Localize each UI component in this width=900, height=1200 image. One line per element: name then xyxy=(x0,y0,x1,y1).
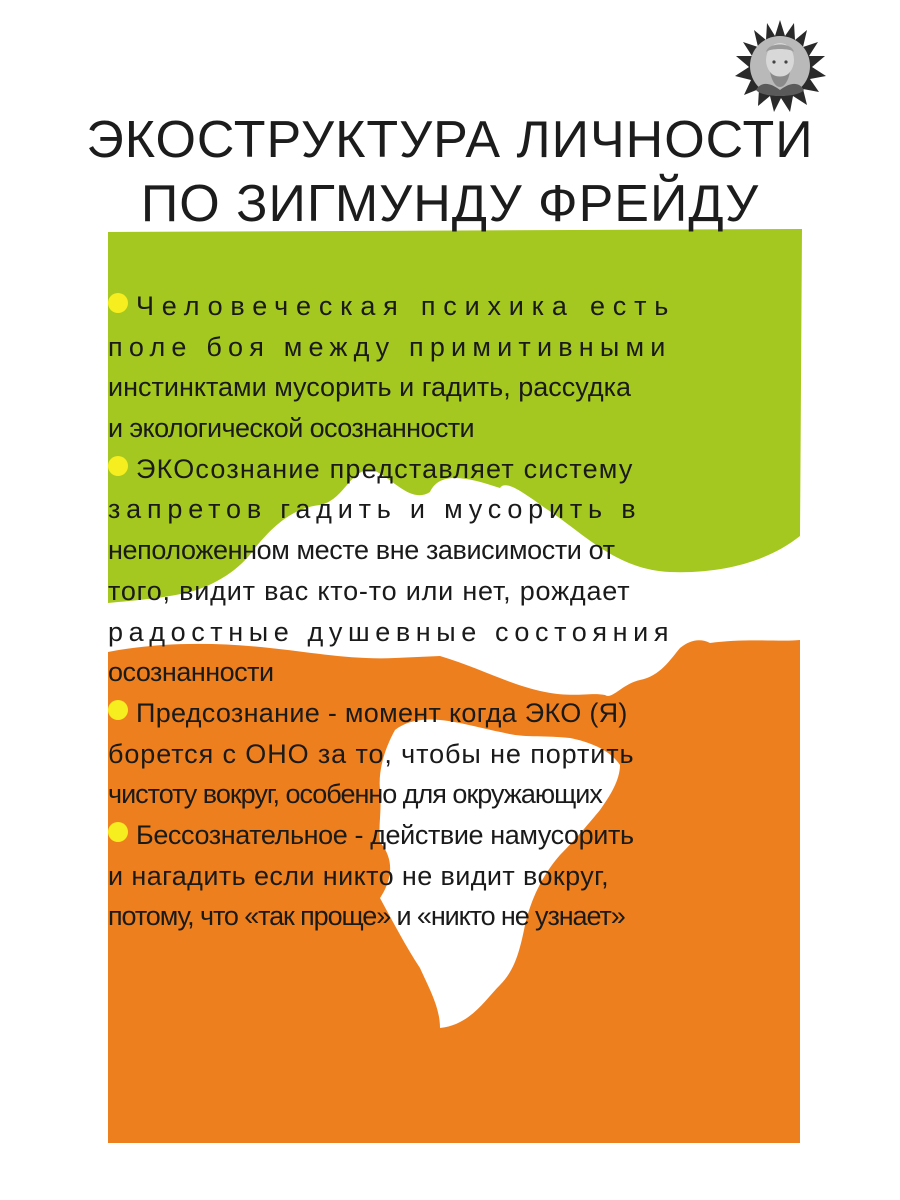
list-line: поле боя между примитивными xyxy=(108,331,672,362)
bullet-icon xyxy=(108,700,128,720)
bullet-icon xyxy=(108,293,128,313)
freud-portrait-badge xyxy=(732,18,828,114)
bullet-icon xyxy=(108,822,128,842)
list-line: инстинктами мусорить и гадить, рассудка xyxy=(108,372,632,403)
list-line: и экологической осознанности xyxy=(108,413,475,444)
list-line: потому, что «так проще» и «никто не узнает» xyxy=(108,901,625,932)
bullet-icon xyxy=(108,456,128,476)
list-line: радостные душевные состояния xyxy=(108,616,675,647)
list-line: чистоту вокруг, особенно для окружающих xyxy=(108,779,602,810)
list-line: Бессознательное - действие намусорить xyxy=(108,815,744,856)
list-line: и нагадить если никто не видит вокруг, xyxy=(108,860,609,891)
list-line: Предсознание - момент когда ЭКО (Я) xyxy=(108,693,744,734)
sigmund-freud-portrait-icon xyxy=(732,18,828,114)
title-line-2: ПО ЗИГМУНДУ ФРЕЙДУ xyxy=(140,175,760,233)
list-line: Человеческая психика есть xyxy=(108,286,744,327)
list-line: запретов гадить и мусорить в xyxy=(108,494,642,525)
title-line-1: ЭКОСТРУКТУРА ЛИЧНОСТИ xyxy=(86,111,814,169)
list-line: осознанности xyxy=(108,657,274,688)
list-line: неположенном месте вне зависимости от xyxy=(108,535,615,566)
list-line: того, видит вас кто-то или нет, рождает xyxy=(108,575,631,606)
list-line: ЭКОсознание представляет систему xyxy=(108,449,744,490)
page-title xyxy=(60,108,840,236)
list-line: борется с ОНО за то, чтобы не портить xyxy=(108,738,635,769)
bullet-list xyxy=(108,286,744,937)
